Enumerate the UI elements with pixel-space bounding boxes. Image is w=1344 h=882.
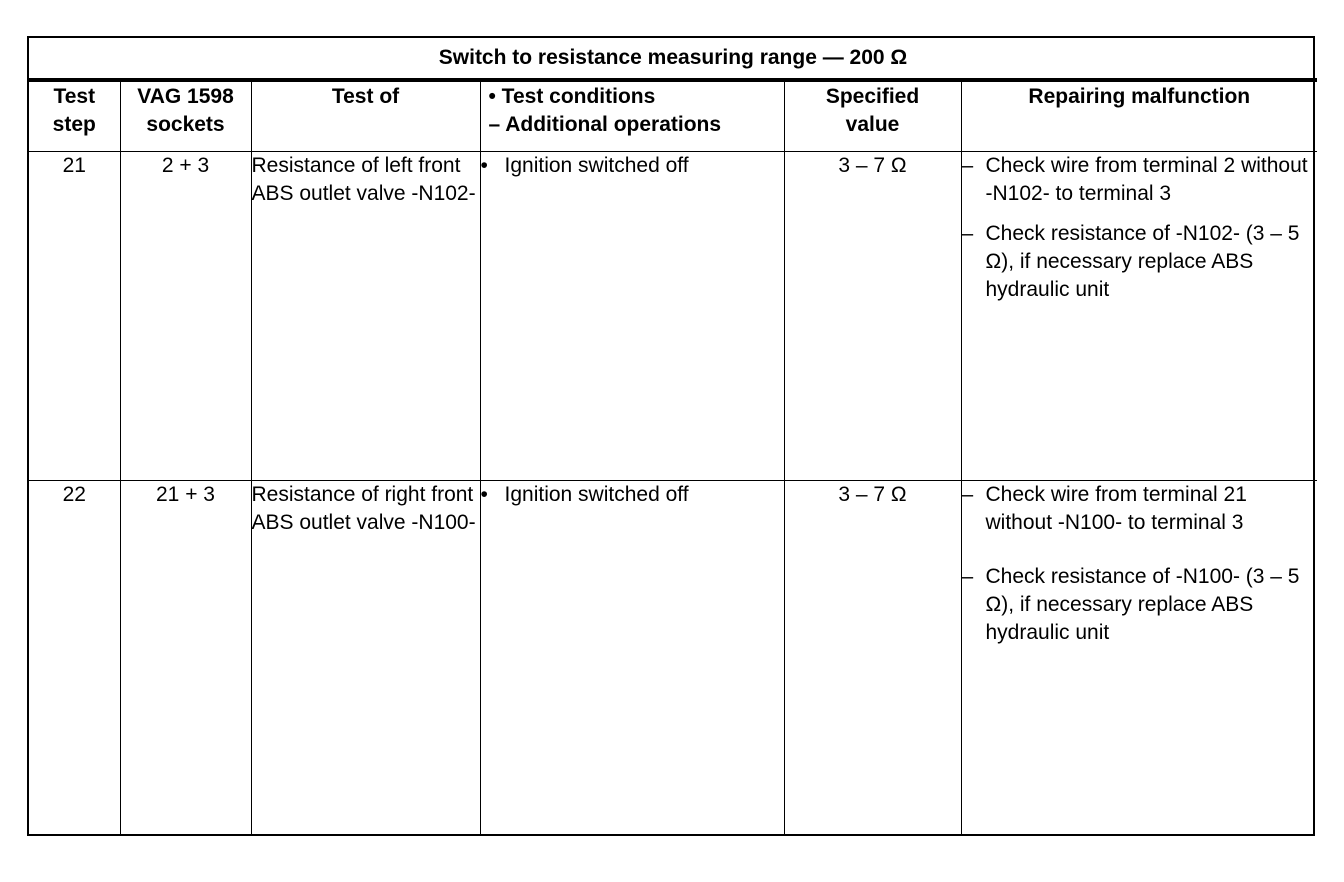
test-table-sheet bbox=[27, 36, 1315, 836]
table-row bbox=[29, 480, 1317, 834]
header-repairing-malfunction: Repairing malfunction bbox=[961, 80, 1317, 152]
specified-value-cell: 3 – 7 Ω bbox=[784, 480, 961, 834]
dash-icon: – bbox=[961, 564, 974, 588]
specified-value-cell: 3 – 7 Ω bbox=[784, 152, 961, 480]
dash-icon: – bbox=[961, 154, 974, 178]
header-sockets: VAG 1598 sockets bbox=[120, 80, 251, 152]
repair-item bbox=[962, 220, 1318, 304]
repair-cell bbox=[961, 480, 1317, 834]
repair-text: Check resistance of -N102- (3 – 5 Ω), if necessary replace ABS hydraulic unit bbox=[985, 222, 1300, 302]
measuring-range-banner: Switch to resistance measuring range — 200 Ω bbox=[29, 38, 1317, 80]
test-of-cell: Resistance of left front ABS outlet valve -N102- bbox=[251, 152, 480, 480]
header-conditions: • Test conditions – Additional operations bbox=[480, 80, 784, 152]
dash-icon: – bbox=[961, 482, 974, 506]
conditions-cell bbox=[480, 152, 784, 480]
bullet-icon: • bbox=[480, 482, 488, 506]
repair-item bbox=[962, 481, 1318, 537]
conditions-cell bbox=[480, 480, 784, 834]
header-row bbox=[29, 80, 1317, 152]
condition-text: Ignition switched off bbox=[504, 482, 689, 506]
repair-text: Check wire from terminal 2 without -N102- to terminal 3 bbox=[985, 154, 1308, 206]
test-of-cell: Resistance of right front ABS outlet valve -N100- bbox=[251, 480, 480, 834]
header-specified-value: Specified value bbox=[784, 80, 961, 152]
repair-text: Check wire from terminal 21 without -N100- to terminal 3 bbox=[985, 482, 1247, 534]
repair-cell bbox=[961, 152, 1317, 480]
header-test-of: Test of bbox=[251, 80, 480, 152]
repair-item bbox=[962, 152, 1318, 208]
test-step-cell: 21 bbox=[29, 152, 120, 480]
bullet-icon: • bbox=[480, 154, 488, 178]
header-test-step: Test step bbox=[29, 80, 120, 152]
repair-text: Check resistance of -N100- (3 – 5 Ω), if necessary replace ABS hydraulic unit bbox=[985, 564, 1300, 644]
repair-item bbox=[962, 563, 1318, 647]
dash-icon: – bbox=[961, 222, 974, 246]
test-step-cell: 22 bbox=[29, 480, 120, 834]
sockets-cell: 2 + 3 bbox=[120, 152, 251, 480]
resistance-test-table bbox=[29, 38, 1317, 834]
sockets-cell: 21 + 3 bbox=[120, 480, 251, 834]
condition-text: Ignition switched off bbox=[504, 154, 689, 178]
table-row bbox=[29, 152, 1317, 480]
